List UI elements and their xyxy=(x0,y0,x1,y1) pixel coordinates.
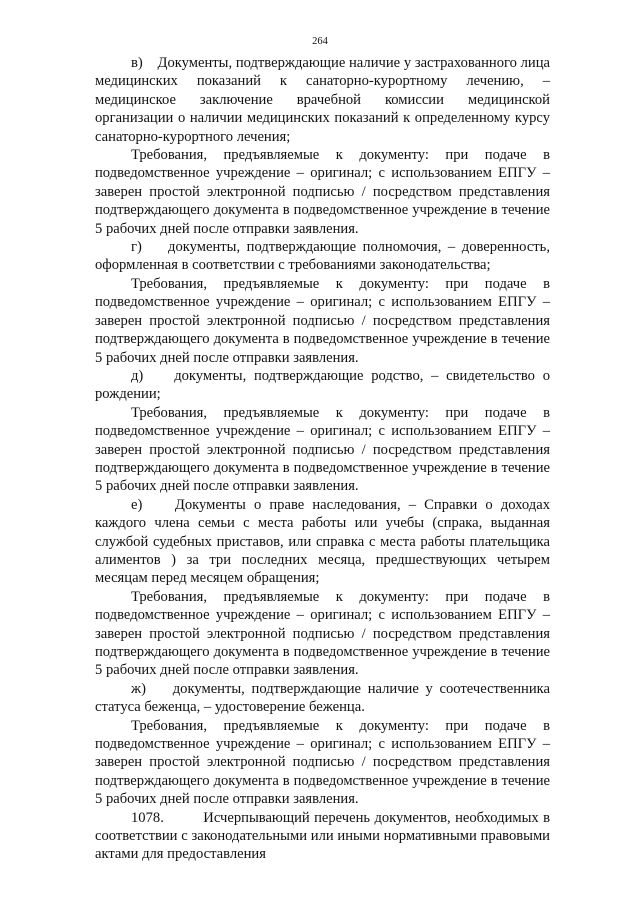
paragraph-item-g: г) документы, подтверждающие полномочия, – доверенность, оформленная в соответствии с требованиями законодательства; xyxy=(95,239,550,274)
page-number: 264 xyxy=(312,36,328,47)
document-body xyxy=(95,54,550,864)
paragraph-item-v: в) Документы, подтверждающие наличие у застрахованного лица медицинских показаний к санаторно-курортному лечению, – медицинское заключение врачебной комиссии медицинской организации о наличии медицинских показаний к определенному курсу санаторно-курортного лечения; xyxy=(95,55,550,145)
paragraph-item-d: д) документы, подтверждающие родство, – свидетельство о рождении; xyxy=(95,367,550,403)
paragraph-item-zh: ж) документы, подтверждающие наличие у соотечественника статуса беженца, – удостоверение беженца. xyxy=(95,680,550,716)
paragraph-requirements: Требования, предъявляемые к документу: при подаче в подведомственное учреждение – оригинал; с использованием ЕПГУ – заверен простой электронной подписью / посредством представления подтверждающего документа в подведомственное учреждение в течение 5 рабочих дней после отправки заявления. xyxy=(95,404,550,495)
paragraph-section-1078: 1078. Исчерпывающий перечень документов, необходимых в соответствии с законодательными или иными нормативными правовыми актами для предоставления xyxy=(95,809,550,863)
paragraph-requirements: Требования, предъявляемые к документу: при подаче в подведомственное учреждение – оригинал; с использованием ЕПГУ – заверен простой электронной подписью / посредством представления подтверждающего документа в подведомственное учреждение в течение 5 рабочих дней после отправки заявления. xyxy=(95,275,550,366)
paragraph-requirements: Требования, предъявляемые к документу: при подаче в подведомственное учреждение – оригинал; с использованием ЕПГУ – заверен простой электронной подписью / посредством представления подтверждающего документа в подведомственное учреждение в течение 5 рабочих дней после отправки заявления. xyxy=(95,147,550,237)
paragraph-requirements: Требования, предъявляемые к документу: при подаче в подведомственное учреждение – оригинал; с использованием ЕПГУ – заверен простой электронной подписью / посредством представления подтверждающего документа в подведомственное учреждение в течение 5 рабочих дней после отправки заявления. xyxy=(95,717,550,808)
paragraph-item-e: е) Документы о праве наследования, – Справки о доходах каждого члена семьи с места работы или учебы (спрака, выданная службой судебных приставов, или справка с места работы плательщика алиментов ) за три последних месяца, предшествующих четырем месяцам перед месяцем обращения; xyxy=(95,496,550,587)
paragraph-requirements: Требования, предъявляемые к документу: при подаче в подведомственное учреждение – оригинал; с использованием ЕПГУ – заверен простой электронной подписью / посредством представления подтверждающего документа в подведомственное учреждение в течение 5 рабочих дней после отправки заявления. xyxy=(95,588,550,679)
